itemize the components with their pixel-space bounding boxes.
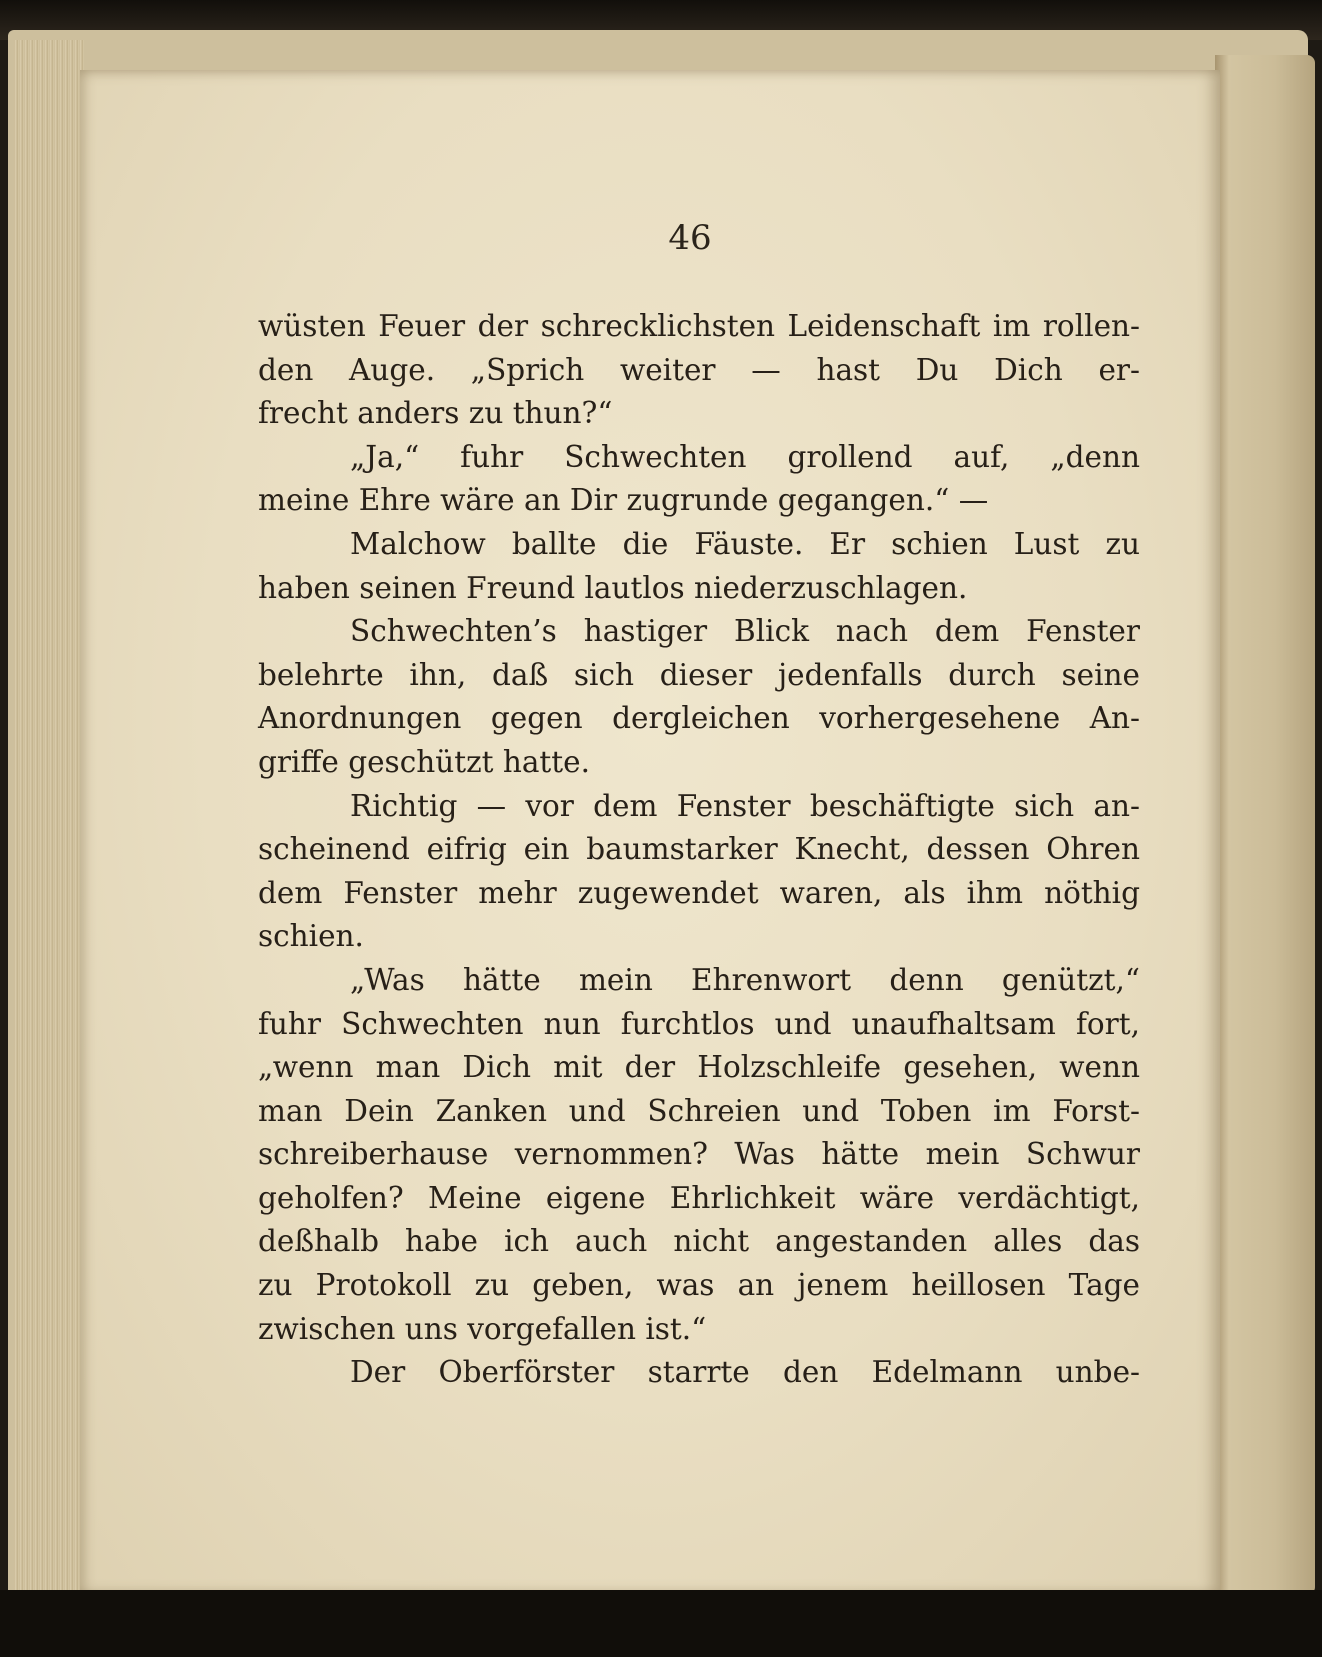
text-line: „wenn man Dich mit der Holzschleife gesehen, wenn — [258, 1050, 1140, 1085]
text-line: schreiberhause vernommen? Was hätte mein Schwur — [258, 1137, 1140, 1172]
text-line: zu Protokoll zu geben, was an jenem heillosen Tage — [258, 1268, 1140, 1303]
text-line: den Auge. „Sprich weiter — hast Du Dich er- — [258, 352, 1140, 387]
text-line: wüsten Feuer der schrecklichsten Leidenschaft im rollen- — [258, 309, 1140, 343]
text-line: meine Ehre wäre an Dir zugrunde gegangen.“ — — [258, 483, 989, 518]
page-stack-left — [14, 40, 84, 1590]
text-line: frecht anders zu thun?“ — [258, 396, 613, 431]
page-number: 46 — [668, 218, 712, 258]
text-line: deßhalb habe ich auch nicht angestanden alles das — [258, 1224, 1140, 1259]
text-line: man Dein Zanken und Schreien und Toben im Forst- — [258, 1093, 1140, 1128]
text-line: scheinend eifrig ein baumstarker Knecht, dessen Ohren — [258, 832, 1140, 867]
text-line: geholfen? Meine eigene Ehrlichkeit wäre verdächtigt, — [258, 1180, 1140, 1215]
text-line: Anordnungen gegen dergleichen vorhergesehene An- — [258, 701, 1140, 736]
text-line: fuhr Schwechten nun furchtlos und unaufhaltsam fort, — [258, 1006, 1140, 1041]
text-line: dem Fenster mehr zugewendet waren, als ihm nöthig — [258, 875, 1140, 910]
text-line: griffe geschützt hatte. — [258, 744, 590, 779]
text-line: „Ja,“ fuhr Schwechten grollend auf, „denn — [350, 439, 1140, 474]
text-line: belehrte ihn, daß sich dieser jedenfalls durch seine — [258, 657, 1140, 692]
book-cover-bottom — [0, 1590, 1322, 1657]
body-text — [258, 305, 1140, 1395]
text-line: schien. — [258, 919, 364, 954]
text-line: zwischen uns vorgefallen ist.“ — [258, 1311, 707, 1346]
text-line: Der Oberförster starrte den Edelmann unbe- — [350, 1355, 1140, 1390]
text-line: Richtig — vor dem Fenster beschäftigte sich an- — [350, 788, 1140, 823]
text-line: Schwechten’s hastiger Blick nach dem Fenster — [350, 614, 1140, 649]
text-line: Malchow ballte die Fäuste. Er schien Lust zu — [350, 526, 1140, 561]
facing-page-edge — [1215, 55, 1315, 1595]
text-line: „Was hätte mein Ehrenwort denn genützt,“ — [350, 962, 1140, 997]
text-line: haben seinen Freund lautlos niederzuschlagen. — [258, 570, 968, 605]
